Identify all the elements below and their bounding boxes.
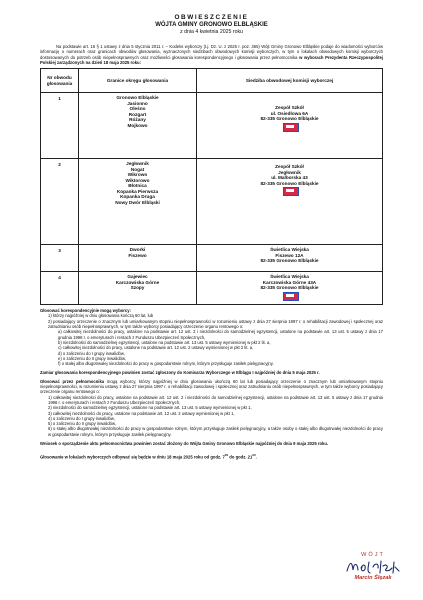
table-row [41,159,383,245]
header-number: Nr obwodu głosowania [41,69,79,93]
location-line: 82-335 Gronowo Elbląskie [260,285,319,291]
district-number: 3 [41,245,79,272]
proxy-item: 4) o zaliczeniu do I grupy inwalidów, [48,415,115,421]
proxy-section [40,379,383,447]
location-line: Zespół Szkół [275,164,304,170]
correspondence-lead: Głosować korespondencyjnie mogą wyborcy: [40,308,131,314]
location-line: 82-335 Gronowo Elbląskie [260,180,319,186]
correspondence-subitem: c) całkowitej niezdolności do pracy, ustalone na podstawie art. 12 ust. 2 ustawy wymienionej w pkt 2 lit. a, [58,345,254,351]
location-line: Jegłownik [278,169,301,175]
correspondence-item: 2) posiadający orzeczenie o znacznym lub umiarkowanym stopniu niepełnosprawności w rozumieniu ustawy z dnia 27 sierpnia 1997 r. o rehabilitacji zawodowej i społecznej oraz zatrudnianiu osób niepełnosprawnych, w tym także wyborcy posiadający orzeczenie organu rentowego o: [48,318,383,330]
location-line: Świetlica Wiejska [270,274,309,280]
hours-sup-close: 00 [252,453,256,458]
location-line: 82-335 Gronowo Elbląskie [260,116,319,122]
accessibility-sticker-icon [283,187,297,194]
notice-subtitle: WÓJTA GMINY GRONOWO ELBLĄSKIE [155,22,268,28]
correspondence-subitem: f) o stałej albo długotrwałej niezdolności do pracy w gospodarstwie rolnym, którym przysługuje zasiłek pielęgnacyjny. [58,361,274,367]
signature-block [344,552,402,581]
signature-name: Marcin Ślęzak [354,575,392,581]
proxy-deadline: Wniosek o sporządzenie aktu pełnomocnictwa powinien zostać złożony do Wójta Gminy Gronowo Elbląskie najpóźniej do dnia 9 maja 2025 roku. [40,441,329,447]
proxy-item: 5) o zaliczeniu do II grupy inwalidów, [48,421,116,427]
districts-table [40,68,383,305]
notice-title: OBWIESZCZENIE [174,14,249,21]
proxy-text: mogą wyborcy, którzy najpóźniej w dniu głosowania ukończą 60 lat lub posiadający orzeczenie o znacznym lub umiarkowanym stopniu niepełnosprawności, w rozumieniu ustawy z dnia 27 sierpnia 1997 r. o rehabilitacji zawodowej i społecznej oraz zatrudnianiu osób niepełnosprawnych, w tym także wyborcy posiadający orzeczenie organu rentowego o: [40,378,383,395]
correspondence-item: 1) którzy najpóźniej w dniu głosowania kończą 60 lat, lub [48,313,154,319]
intro-bold-text: w wyborach Prezydenta Rzeczypospolitej Polskiej zarządzonych na dzień 18 maja 2025 roku: [40,54,383,65]
commission-location [197,159,383,245]
correspondence-deadline: Zamiar głosowania korespondencyjnego powinien zostać zgłoszony do Komisarza Wyborczego w Elblągu I najpóźniej do dnia 5 maja 2025 r. [40,370,320,376]
hours-end: . [255,454,257,460]
area-name: Karczowiska Górne [115,279,160,285]
hours-text: Głosowanie w lokalach wyborczych odbywać się będzie w dniu 18 maja 2025 roku od godz. 7 [40,454,225,460]
hours-sup-open: 00 [224,453,229,458]
area-name: Błotnica [128,183,147,189]
correspondence-section [40,308,383,376]
handwritten-signature-icon [345,558,401,576]
header-location: Siedziba obwodowej komisji wyborczej [197,69,383,93]
area-name: Nogat [130,166,145,172]
correspondence-subitem: a) całkowitej niezdolności do pracy, ustalone na podstawie art. 12 ust. 2 i niezdolności do samodzielnej egzystencji, ustalone na podstawie art. 13 ust. 5 ustawy z dnia 17 grudnia 1998 r. o emeryturach i rentach z Funduszu Ubezpieczeń Społecznych, [58,329,383,340]
hours-mid: do godz. 21 [228,454,253,460]
area-name: Rozgart [128,111,147,117]
table-row [41,93,383,159]
area-name: Fiszewo [128,252,147,258]
correspondence-subitem: d) o zaliczeniu do I grupy inwalidów, [58,350,125,356]
proxy-item: 2) niezdolności do samodzielnej egzystencji, ustalone na podstawie art. 13 ust. 5 ustawy wymienionej w pkt 1, [48,405,252,411]
area-name: Wikrowo [127,172,148,178]
header-area: Granice okręgu głosowania [79,69,197,93]
area-name: Nowy Dwór Elbląski [115,199,160,205]
intro-text: Na podstawie art. 16 § 1 ustawy z dnia 5 stycznia 2011 r. – Kodeks wyborczy (t.j. Dz. U. z 2025 r. poz. 365) Wójt Gminy Gronowo Elbląskie podaje do wiadomości wyborców informację o numerach oraz granicach obwodów głosowania, wyznaczonych siedzibach obwodowych komisji wyborczych, w tym o lokalach obwodowych komisji wyborczych dostosowanych do potrzeb osób niepełnosprawnych oraz możliwości głosowania korespondencyjnego i głosowania przez pełnomocnika [40,44,383,60]
district-number: 1 [41,93,79,159]
area-name: Mojkowo [127,122,148,128]
notice-date: z dnia 4 kwietnia 2025 roku [180,29,243,35]
district-areas [79,245,197,272]
commission-location [197,245,383,272]
district-areas [79,159,197,245]
area-name: Wiktorowo [125,177,150,183]
location-line: Fiszewo 12A [275,252,304,258]
district-areas [79,272,197,305]
location-line: 82-335 Gronowo Elbląskie [260,258,319,264]
area-name: Gajewiec [127,274,148,280]
commission-location [197,93,383,159]
district-number: 2 [41,159,79,245]
location-line: ul. Malborska 43 [271,175,308,181]
area-name: Oleśno [129,106,146,112]
location-line: ul. Osiedlowa 6A [270,110,309,116]
area-name: Kopanka Pierwsza [116,188,159,194]
location-line: Świetlica Wiejska [270,247,309,253]
district-areas [79,93,197,159]
location-line: Zespół Szkół [275,105,304,111]
table-row [41,245,383,272]
voting-hours [40,453,383,460]
correspondence-subitem: b) niezdolności do samodzielnej egzystencji, ustalone na podstawie art. 13 ust. 5 ustawy wymienionej w pkt 2 lit. a, [58,339,271,345]
accessibility-sticker-icon [283,292,297,299]
area-name: Jegłownik [126,161,149,167]
location-line: Karczowiska Górne 43A [262,279,317,285]
proxy-item: 6) o stałej albo długotrwałej niezdolności do pracy w gospodarstwie rolnym, którym przysługuje zasiłek pielęgnacyjny, a także osoby o stałej albo długotrwałej niezdolności do pracy w gospodarstwie rolnym, którym przysługuje zasiłek pielęgnacyjny. [48,426,383,437]
area-name: Szopy [130,285,145,291]
area-name: Gronowo Elbląskie [116,95,159,101]
table-row [41,272,383,305]
commission-location [197,272,383,305]
district-number: 4 [41,272,79,305]
area-name: Dworki [129,247,146,253]
signature-title: WÓJT [361,552,385,558]
accessibility-sticker-icon [283,123,297,130]
proxy-paragraph [40,379,383,395]
area-name: Różany [129,117,146,123]
proxy-item: 3) całkowitej niezdolności do pracy, ustalone na podstawie art. 12 ust. 2 ustawy wymienionej w pkt 1, [48,410,235,416]
proxy-item: 1) całkowitej niezdolności do pracy, ustalone na podstawie art. 12 ust. 2 i niezdolności do samodzielnej egzystencji, ustalone na podstawie art. 13 ust. 5 ustawy z dnia 17 grudnia 1998 r. o emeryturach i rentach z Funduszu Ubezpieczeń Społecznych, [48,394,383,405]
intro-paragraph [40,44,383,65]
area-name: Jasionno [127,100,148,106]
proxy-lead: Głosować przez pełnomocnika [40,378,105,384]
table-header-row [41,69,383,93]
area-name: Kopanka Druga [120,194,155,200]
correspondence-subitem: e) o zaliczeniu do II grupy inwalidów, [58,355,126,361]
